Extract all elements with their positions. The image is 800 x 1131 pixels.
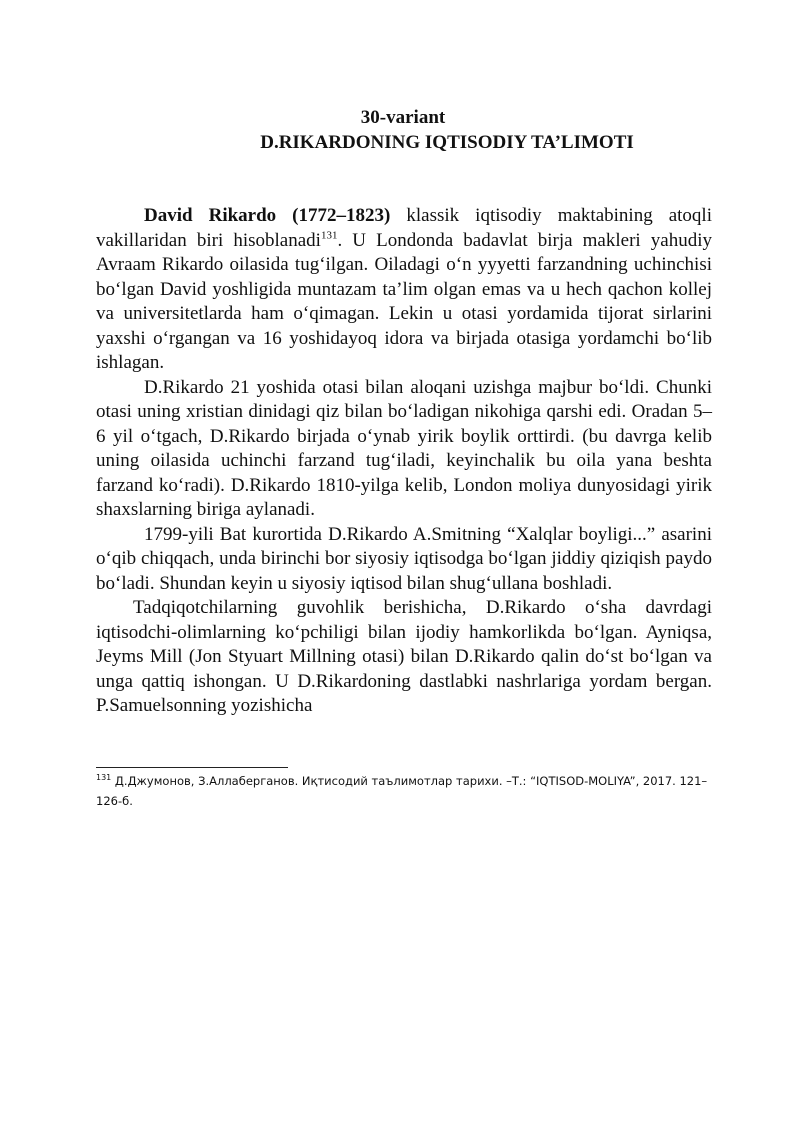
paragraph-3: 1799-yili Bat kurortida D.Rikardo A.Smitning “Xalqlar boyligi...” asarini o‘qib chiqqach, unda birinchi bor siyosiy iqtisodga bo‘lgan jiddiy qiziqish paydo bo‘ladi. Shundan keyin u siyosiy iqtisod bilan shug‘ullana boshladi.: [96, 523, 712, 594]
paragraph-4: Tadqiqotchilarning guvohlik berishicha, D.Rikardo o‘sha davrdagi iqtisodchi-olimlarning ko‘pchiligi bilan ijodiy hamkorlikda bo‘lgan. Ayniqsa, Jeyms Mill (Jon Styuart Millning otasi) bilan D.Rikardo qalin do‘st bo‘lgan va unga qattiq ishongan. U D.Rikardoning dastlabki nashrlariga yordam bergan. P.Samuelsonning yozishicha: [96, 597, 712, 716]
paragraph-1: [96, 204, 712, 376]
paragraph-1-text-a: klassik iqtisodiy maktabining atoqli vakillaridan biri hisoblanadi: [96, 205, 712, 251]
paragraph-1-text-b: . U Londonda badavlat birja makleri yahudiy Avraam Rikardo oilasida tug‘ilgan. Oiladagi o‘n yyyetti farzandning uchinchisi bo‘lgan David yoshligida muntazam ta’lim olgan emas va u hech qachon kollej va universitetlarda ham o‘qimagan. Lekin u otasi yordamida tijorat sirlarini yaxshi o‘rgangan va 16 yoshidayoq idora va birjada otasiga yordamchi bo‘lib ishlagan.: [96, 229, 712, 373]
variant-label: 30-variant: [360, 107, 446, 128]
footnote: [96, 771, 716, 811]
footnote-number: 131: [96, 773, 112, 783]
footnote-separator: [96, 767, 288, 768]
author-name: David Rikardo (1772–1823): [144, 205, 391, 226]
page-title: D.RIKARDONING IQTISODIY TA’LIMOTI: [260, 132, 634, 153]
footnote-ref[interactable]: 131: [320, 229, 338, 242]
footnote-text: Д.Джумонов, З.Аллаберганов. Иқтисодий таълимотлар тарихи. –Т.: “IQTISOD-MOLIYA”, 2017. 121–126-б.: [96, 774, 708, 808]
body-text: [96, 204, 712, 719]
paragraph-2: D.Rikardo 21 yoshida otasi bilan aloqani uzishga majbur bo‘ldi. Chunki otasi uning xristian dinidagi qiz bilan bo‘ladigan nikohiga qarshi edi. Oradan 5–6 yil o‘tgach, D.Rikardo birjada o‘ynab yirik boylik orttirdi. (bu davrga kelib uning oilasida uchinchi farzand tug‘iladi, keyinchalik bu oila yana beshta farzand ko‘radi). D.Rikardo 1810-yilga kelib, London moliya dunyosidagi yirik shaxslarning biriga aylanadi.: [96, 376, 712, 520]
